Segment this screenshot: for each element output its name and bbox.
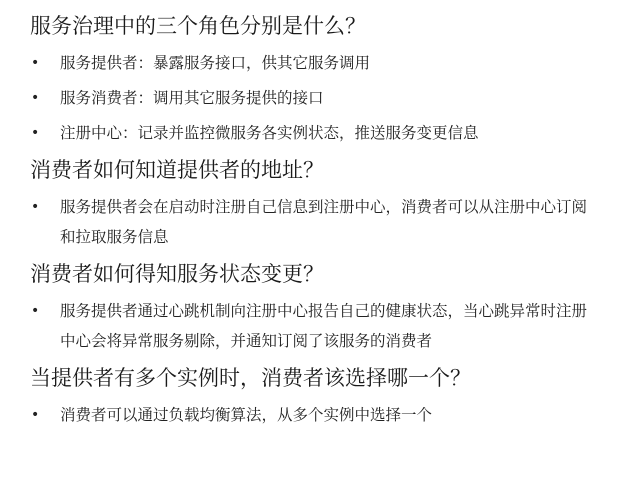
bullet-text: 服务消费者：调用其它服务提供的接口 [60,89,324,107]
list-item [30,400,598,430]
section-heading: 消费者如何得知服务状态变更？ [30,262,324,286]
section-load-balancing [30,362,598,430]
list-item [30,192,598,252]
section-heading: 消费者如何知道提供者的地址？ [30,158,324,182]
section-roles [30,10,598,148]
bullet-icon: • [31,125,40,141]
bullet-text: 注册中心：记录并监控微服务各实例状态，推送服务变更信息 [60,124,479,142]
bullet-list [30,48,598,148]
list-item [30,118,598,148]
bullet-icon: • [31,90,40,106]
section-status-change [30,258,598,356]
bullet-icon: • [31,199,40,215]
bullet-list [30,192,598,252]
bullet-icon: • [31,407,40,423]
list-item [30,48,598,78]
bullet-text: 服务提供者通过心跳机制向注册中心报告自己的健康状态，当心跳异常时注册中心会将异常服务剔除，并通知订阅了该服务的消费者 [60,302,588,350]
section-discovery [30,154,598,252]
bullet-list [30,400,598,430]
bullet-text: 消费者可以通过负载均衡算法，从多个实例中选择一个 [60,406,433,424]
bullet-icon: • [31,55,40,71]
bullet-text: 服务提供者：暴露服务接口，供其它服务调用 [60,54,371,72]
section-heading: 当提供者有多个实例时，消费者该选择哪一个？ [30,366,471,390]
section-heading: 服务治理中的三个角色分别是什么？ [30,14,366,38]
list-item [30,83,598,113]
list-item [30,296,598,356]
bullet-list [30,296,598,356]
bullet-text: 服务提供者会在启动时注册自己信息到注册中心，消费者可以从注册中心订阅和拉取服务信息 [60,198,588,246]
bullet-icon: • [31,303,40,319]
